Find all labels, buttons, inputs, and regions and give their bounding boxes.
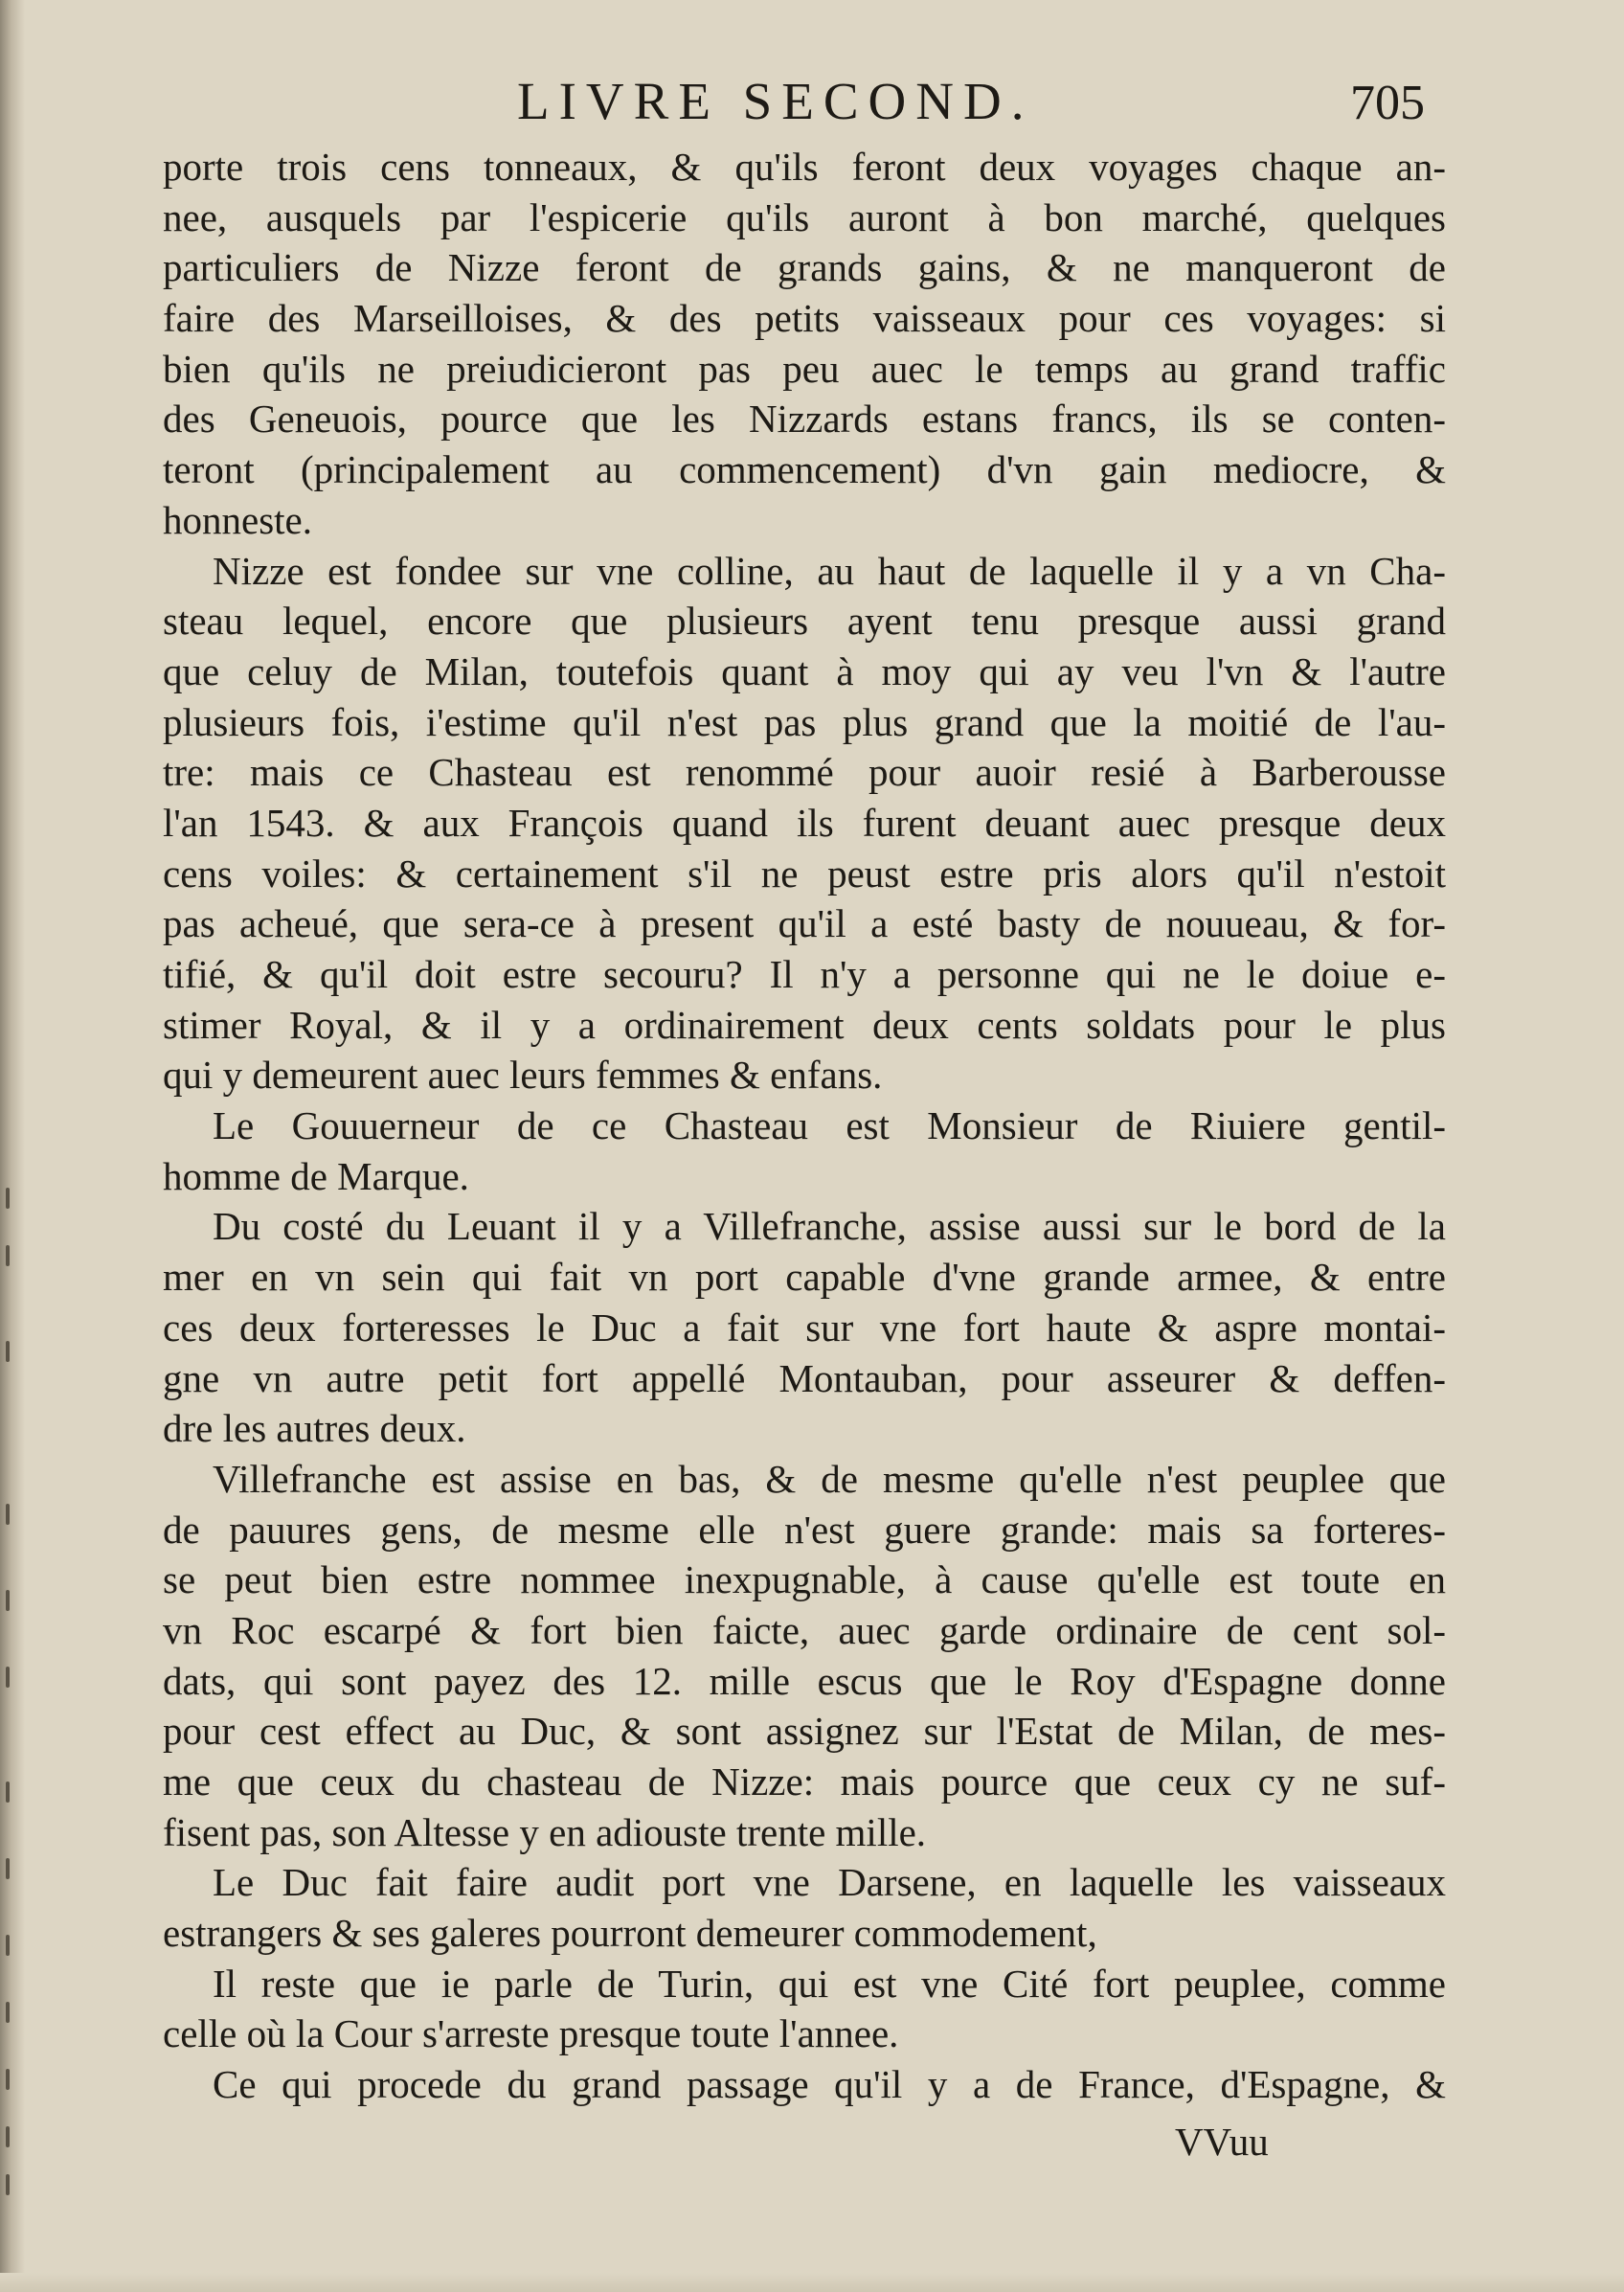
text-line: homme de Marque. xyxy=(163,1153,469,1198)
text-line: stimer Royal, & il y a ordinairement deux cents soldats pour le plus xyxy=(163,1002,1446,1047)
text-line: fisent pas, son Altesse y en adiouste trente mille. xyxy=(163,1809,927,1854)
text-line: cens voiles: & certainement s'il ne peust estre pris alors qu'il n'estoit xyxy=(163,851,1446,896)
text-line: steau lequel, encore que plusieurs ayent tenu presque aussi grand xyxy=(163,599,1446,644)
page-edge-marks xyxy=(6,1188,21,2203)
text-line: bien qu'ils ne preiudicieront pas peu auec le temps au grand traffic xyxy=(163,346,1446,391)
text-line: de pauures gens, de mesme elle n'est guere grande: mais sa forteres- xyxy=(163,1507,1446,1552)
text-line: Le Gouuerneur de ce Chasteau est Monsieur de Riuiere gentil- xyxy=(213,1103,1446,1148)
text-line: mer en vn sein qui fait vn port capable d'vne grande armee, & entre xyxy=(163,1255,1446,1300)
text-line: dats, qui sont payez des 12. mille escus que le Roy d'Espagne donne xyxy=(163,1658,1446,1703)
text-line: qui y demeurent auec leurs femmes & enfans. xyxy=(163,1053,883,1098)
text-line: dre les autres deux. xyxy=(163,1406,466,1451)
text-line: honneste. xyxy=(163,497,312,542)
text-line: des Geneuois, pource que les Nizzards estans francs, ils se conten- xyxy=(163,397,1446,442)
text-line: celle où la Cour s'arreste presque toute l'annee. xyxy=(163,2011,899,2056)
text-line: tre: mais ce Chasteau est renommé pour auoir resié à Barberousse xyxy=(163,750,1446,795)
text-line: Nizze est fondee sur vne colline, au haut de laquelle il y a vn Cha- xyxy=(213,548,1446,593)
text-line: tifié, & qu'il doit estre secouru? Il n'y a personne qui ne le doiue e- xyxy=(163,952,1446,996)
text-line: Ce qui procede du grand passage qu'il y a de France, d'Espagne, & xyxy=(213,2062,1446,2107)
text-line: Il reste que ie parle de Turin, qui est vne Cité fort peuplee, comme xyxy=(213,1961,1446,2006)
running-head: LIVRE SECOND. xyxy=(517,72,1034,130)
text-line: teront (principalement au commencement) d'vn gain mediocre, & xyxy=(163,447,1446,492)
text-line: me que ceux du chasteau de Nizze: mais pource que ceux cy ne suf- xyxy=(163,1759,1446,1804)
text-line: porte trois cens tonneaux, & qu'ils feront deux voyages chaque an- xyxy=(163,145,1446,189)
text-line: l'an 1543. & aux François quand ils furent deuant auec presque deux xyxy=(163,800,1446,845)
text-line: faire des Marseilloises, & des petits vaisseaux pour ces voyages: si xyxy=(163,296,1446,341)
page-bottom-edge xyxy=(0,2273,1624,2292)
text-line: Du costé du Leuant il y a Villefranche, assise aussi sur le bord de la xyxy=(213,1204,1446,1249)
text-line: se peut bien estre nommee inexpugnable, à cause qu'elle est toute en xyxy=(163,1557,1446,1602)
text-line: pas acheué, que sera-ce à present qu'il a esté basty de nouueau, & for- xyxy=(163,901,1446,946)
text-line: Le Duc fait faire audit port vne Darsene, en laquelle les vaisseaux xyxy=(213,1860,1446,1905)
text-line: pour cest effect au Duc, & sont assignez sur l'Estat de Milan, de mes- xyxy=(163,1709,1446,1754)
text-line: nee, ausquels par l'espicerie qu'ils auront à bon marché, quelques xyxy=(163,194,1446,239)
page-number: 705 xyxy=(1350,76,1425,130)
text-line: gne vn autre petit fort appellé Montauban, pour asseurer & deffen- xyxy=(163,1355,1446,1400)
text-line: estrangers & ses galeres pourront demeurer commodement, xyxy=(163,1911,1097,1956)
body-text xyxy=(163,142,1446,2110)
text-line: particuliers de Nizze feront de grands gains, & ne manqueront de xyxy=(163,245,1446,290)
text-line: vn Roc escarpé & fort bien faicte, auec garde ordinaire de cent sol- xyxy=(163,1607,1446,1652)
text-line: plusieurs fois, i'estime qu'il n'est pas plus grand que la moitié de l'au- xyxy=(163,699,1446,744)
signature-mark: VVuu xyxy=(1175,2120,1269,2164)
text-line: Villefranche est assise en bas, & de mesme qu'elle n'est peuplee que xyxy=(213,1456,1446,1501)
text-line: que celuy de Milan, toutefois quant à moy qui ay veu l'vn & l'autre xyxy=(163,648,1446,693)
text-line: ces deux forteresses le Duc a fait sur vne fort haute & aspre montai- xyxy=(163,1305,1446,1350)
